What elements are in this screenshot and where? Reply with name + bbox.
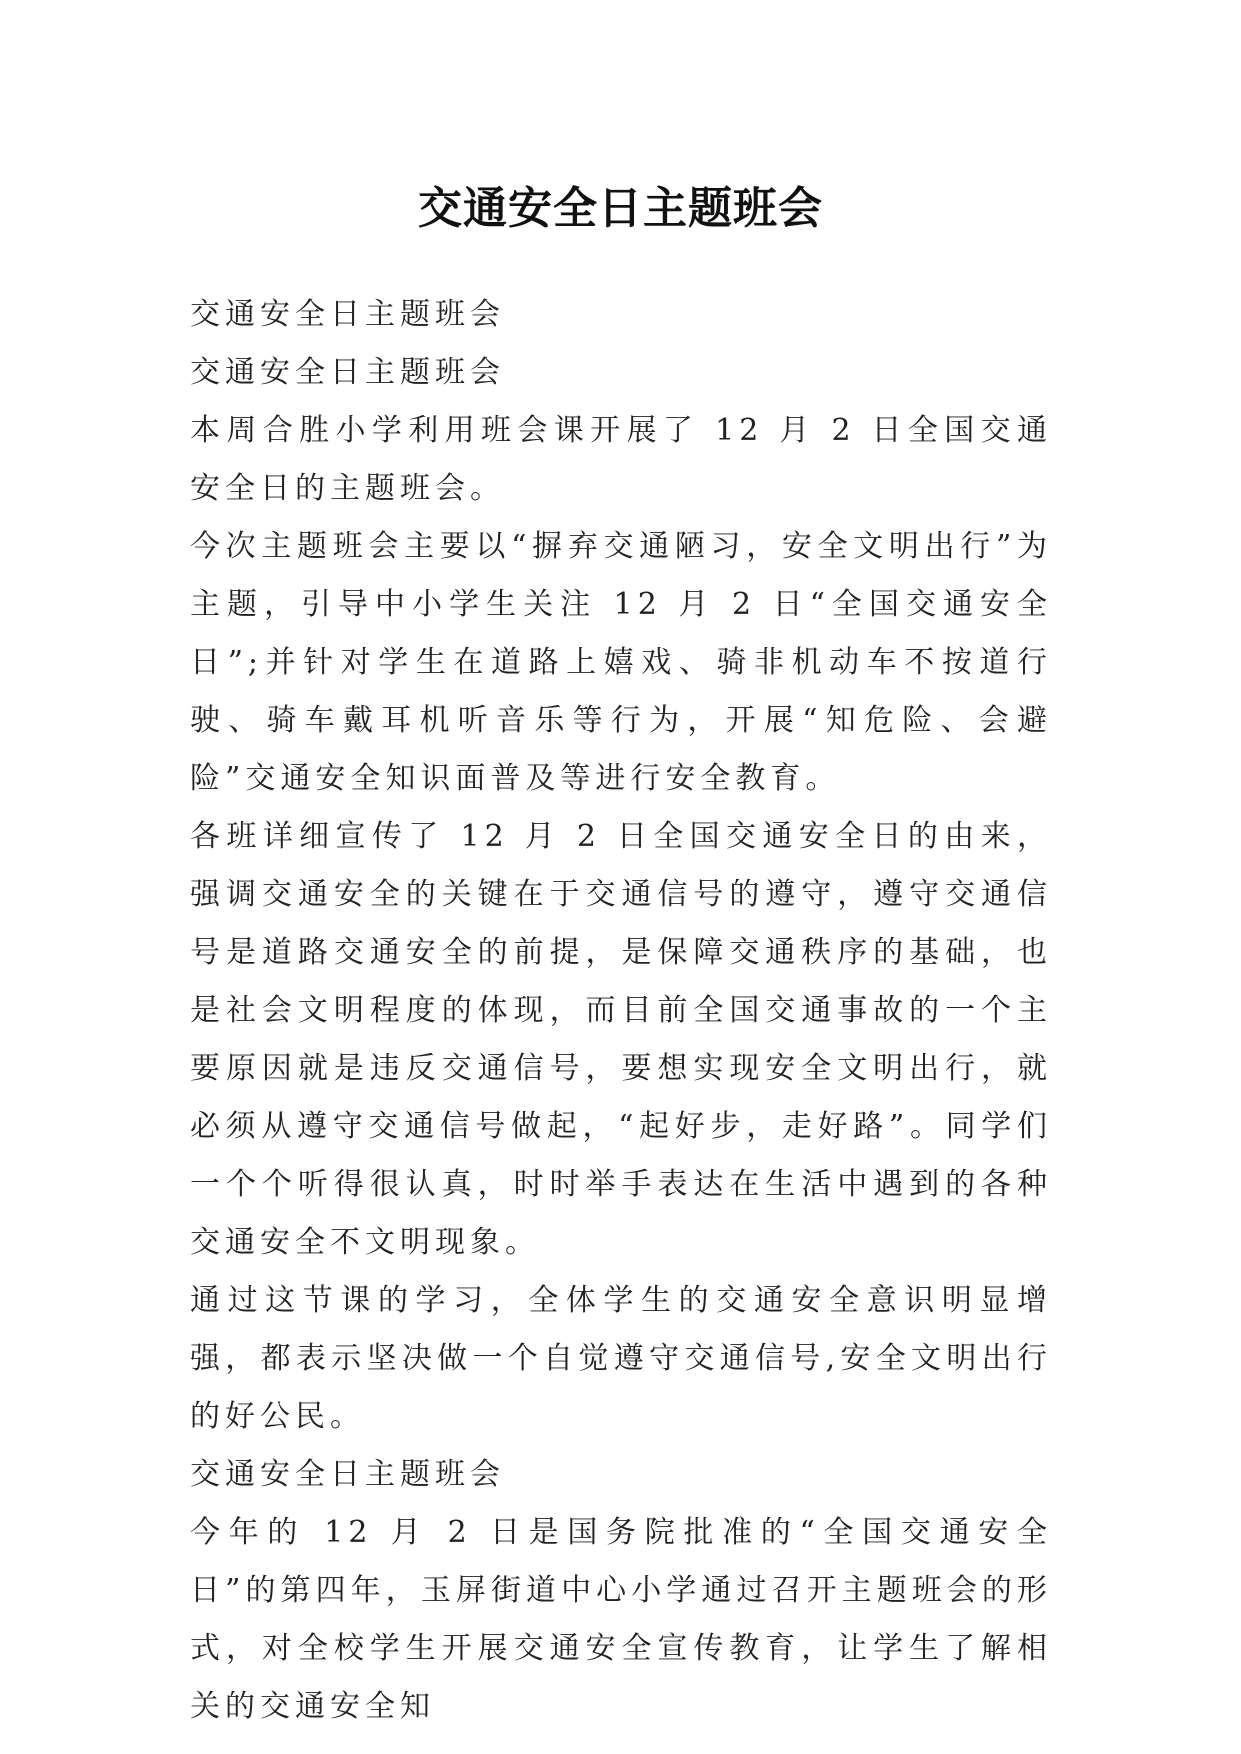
paragraph-heading: 交通安全日主题班会 xyxy=(190,355,505,390)
document-body xyxy=(190,286,1052,1736)
paragraph: 今年的 12 月 2 日是国务院批准的“全国交通安全日”的第四年，玉屏街道中心小学通过召开主题班会的形式，对全校学生开展交通安全宣传教育，让学生了解相关的交通安全知 xyxy=(190,1515,1052,1724)
paragraph: 今次主题班会主要以“摒弃交通陋习，安全文明出行”为主题，引导中小学生关注 12 月 2 日“全国交通安全日”;并针对学生在道路上嬉戏、骑非机动车不按道行驶、骑车戴耳机听音乐等行为，开展“知危险、会避险”交通安全知识面普及等进行安全教育。 xyxy=(190,529,1052,796)
document-title: 交通安全日主题班会 xyxy=(418,183,823,235)
paragraph-heading: 交通安全日主题班会 xyxy=(190,1457,505,1492)
paragraph: 本周合胜小学利用班会课开展了 12 月 2 日全国交通安全日的主题班会。 xyxy=(190,413,1052,506)
paragraph-heading: 交通安全日主题班会 xyxy=(190,297,505,332)
paragraph: 通过这节课的学习，全体学生的交通安全意识明显增强，都表示坚决做一个自觉遵守交通信号,安全文明出行的好公民。 xyxy=(190,1283,1052,1434)
paragraph: 各班详细宣传了 12 月 2 日全国交通安全日的由来，强调交通安全的关键在于交通信号的遵守，遵守交通信号是道路交通安全的前提，是保障交通秩序的基础，也是社会文明程度的体现，而目前全国交通事故的一个主要原因就是违反交通信号，要想实现安全文明出行，就必须从遵守交通信号做起，“起好步，走好路”。同学们一个个听得很认真，时时举手表达在生活中遇到的各种交通安全不文明现象。 xyxy=(190,819,1052,1260)
